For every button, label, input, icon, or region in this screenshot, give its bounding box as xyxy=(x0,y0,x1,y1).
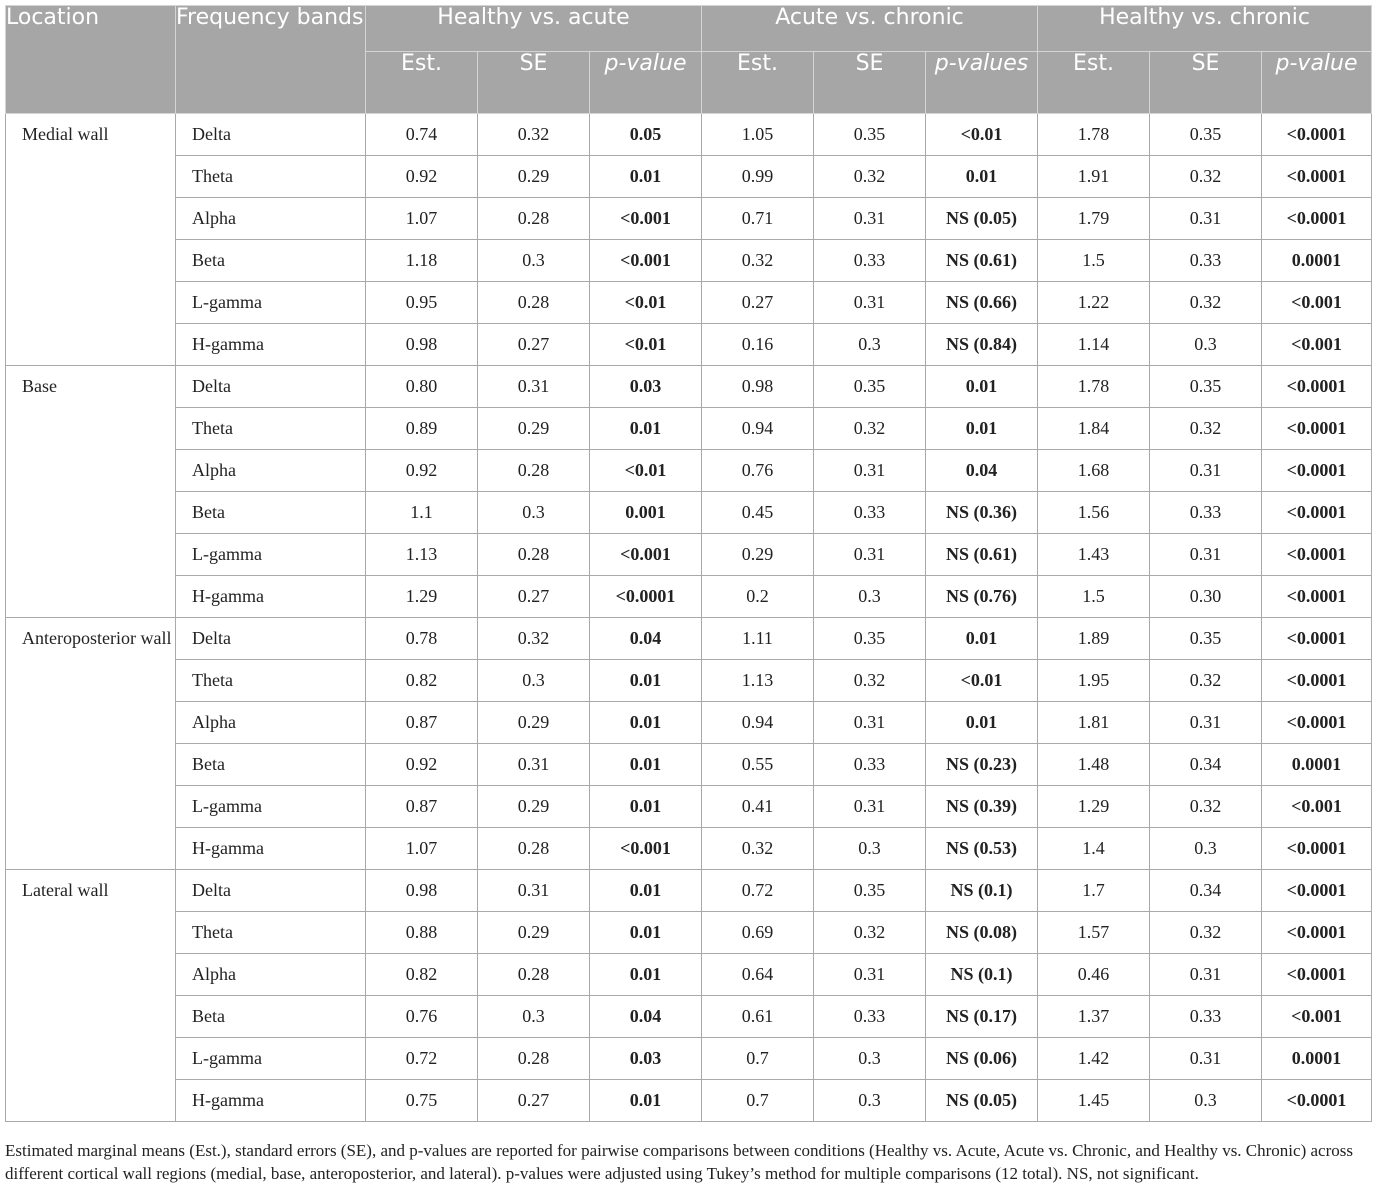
se-header: SE xyxy=(1150,52,1262,114)
band-cell: Theta xyxy=(176,660,366,702)
estimate-cell: 0.7 xyxy=(702,1038,814,1080)
estimate-cell: 1.89 xyxy=(1038,618,1150,660)
estimate-cell: 0.27 xyxy=(702,282,814,324)
table-row xyxy=(6,450,1372,492)
p-value-cell: <0.0001 xyxy=(1262,450,1372,492)
location-cell: Lateral wall xyxy=(6,870,176,1122)
se-cell: 0.32 xyxy=(1150,660,1262,702)
estimate-cell: 1.05 xyxy=(702,114,814,156)
p-value-cell: 0.04 xyxy=(590,996,702,1038)
se-cell: 0.3 xyxy=(814,324,926,366)
estimate-cell: 1.22 xyxy=(1038,282,1150,324)
table-row xyxy=(6,618,1372,660)
results-table xyxy=(5,5,1372,1122)
se-cell: 0.29 xyxy=(478,912,590,954)
p-value-cell: <0.0001 xyxy=(1262,912,1372,954)
group-header-healthy-vs-acute: Healthy vs. acute xyxy=(366,6,702,52)
se-cell: 0.31 xyxy=(814,534,926,576)
se-cell: 0.35 xyxy=(1150,366,1262,408)
estimate-cell: 0.16 xyxy=(702,324,814,366)
p-value-cell: <0.001 xyxy=(590,534,702,576)
se-cell: 0.31 xyxy=(1150,198,1262,240)
se-cell: 0.32 xyxy=(478,114,590,156)
se-cell: 0.32 xyxy=(814,156,926,198)
table-row xyxy=(6,282,1372,324)
se-cell: 0.32 xyxy=(1150,282,1262,324)
p-value-cell: <0.001 xyxy=(1262,324,1372,366)
p-value-cell: NS (0.39) xyxy=(926,786,1038,828)
location-cell: Medial wall xyxy=(6,114,176,366)
p-value-cell: <0.0001 xyxy=(1262,366,1372,408)
estimate-cell: 0.2 xyxy=(702,576,814,618)
se-cell: 0.31 xyxy=(814,282,926,324)
estimate-cell: 1.4 xyxy=(1038,828,1150,870)
band-cell: Beta xyxy=(176,240,366,282)
estimate-cell: 0.80 xyxy=(366,366,478,408)
se-cell: 0.33 xyxy=(1150,996,1262,1038)
p-value-cell: NS (0.1) xyxy=(926,954,1038,996)
se-cell: 0.35 xyxy=(814,618,926,660)
se-cell: 0.28 xyxy=(478,954,590,996)
estimate-cell: 0.74 xyxy=(366,114,478,156)
band-cell: Delta xyxy=(176,366,366,408)
estimate-cell: 0.98 xyxy=(366,870,478,912)
estimate-cell: 0.55 xyxy=(702,744,814,786)
band-cell: Theta xyxy=(176,408,366,450)
table-row xyxy=(6,156,1372,198)
se-cell: 0.3 xyxy=(1150,324,1262,366)
band-cell: Beta xyxy=(176,744,366,786)
se-cell: 0.32 xyxy=(478,618,590,660)
p-value-cell: <0.01 xyxy=(590,450,702,492)
estimate-cell: 1.13 xyxy=(702,660,814,702)
est-header: Est. xyxy=(366,52,478,114)
p-value-cell: <0.01 xyxy=(926,660,1038,702)
band-cell: Delta xyxy=(176,618,366,660)
p-value-cell: NS (0.05) xyxy=(926,198,1038,240)
p-value-cell: 0.01 xyxy=(926,156,1038,198)
se-header: SE xyxy=(814,52,926,114)
estimate-cell: 1.7 xyxy=(1038,870,1150,912)
estimate-cell: 0.98 xyxy=(702,366,814,408)
table-row xyxy=(6,660,1372,702)
band-cell: Theta xyxy=(176,912,366,954)
se-cell: 0.34 xyxy=(1150,870,1262,912)
band-cell: Theta xyxy=(176,156,366,198)
p-value-cell: NS (0.61) xyxy=(926,240,1038,282)
p-value-cell: <0.001 xyxy=(590,198,702,240)
p-value-cell: NS (0.76) xyxy=(926,576,1038,618)
p-value-cell: <0.001 xyxy=(1262,996,1372,1038)
p-value-cell: 0.04 xyxy=(926,450,1038,492)
estimate-cell: 0.7 xyxy=(702,1080,814,1122)
estimate-cell: 0.89 xyxy=(366,408,478,450)
se-cell: 0.32 xyxy=(1150,912,1262,954)
se-cell: 0.35 xyxy=(814,366,926,408)
p-value-header: p-value xyxy=(590,52,702,114)
estimate-cell: 1.37 xyxy=(1038,996,1150,1038)
estimate-cell: 0.69 xyxy=(702,912,814,954)
p-value-cell: <0.0001 xyxy=(1262,618,1372,660)
table-row xyxy=(6,324,1372,366)
p-value-cell: 0.0001 xyxy=(1262,744,1372,786)
p-value-cell: <0.01 xyxy=(590,324,702,366)
se-cell: 0.27 xyxy=(478,576,590,618)
se-cell: 0.27 xyxy=(478,1080,590,1122)
estimate-cell: 1.57 xyxy=(1038,912,1150,954)
estimate-cell: 0.94 xyxy=(702,408,814,450)
band-cell: L-gamma xyxy=(176,786,366,828)
p-value-header: p-value xyxy=(1262,52,1372,114)
estimate-cell: 0.92 xyxy=(366,744,478,786)
p-value-cell: NS (0.23) xyxy=(926,744,1038,786)
p-value-cell: <0.0001 xyxy=(1262,156,1372,198)
estimate-cell: 1.18 xyxy=(366,240,478,282)
estimate-cell: 1.14 xyxy=(1038,324,1150,366)
table-row xyxy=(6,786,1372,828)
se-cell: 0.33 xyxy=(814,492,926,534)
se-cell: 0.31 xyxy=(814,702,926,744)
estimate-cell: 1.91 xyxy=(1038,156,1150,198)
p-value-cell: NS (0.61) xyxy=(926,534,1038,576)
se-cell: 0.32 xyxy=(1150,408,1262,450)
estimate-cell: 0.72 xyxy=(366,1038,478,1080)
se-cell: 0.27 xyxy=(478,324,590,366)
table-row xyxy=(6,240,1372,282)
se-cell: 0.33 xyxy=(1150,492,1262,534)
se-cell: 0.31 xyxy=(814,198,926,240)
se-cell: 0.28 xyxy=(478,450,590,492)
se-cell: 0.31 xyxy=(814,450,926,492)
se-cell: 0.30 xyxy=(1150,576,1262,618)
band-cell: Alpha xyxy=(176,702,366,744)
p-value-cell: 0.0001 xyxy=(1262,240,1372,282)
p-value-cell: 0.001 xyxy=(590,492,702,534)
estimate-cell: 1.11 xyxy=(702,618,814,660)
estimate-cell: 1.78 xyxy=(1038,114,1150,156)
band-cell: Delta xyxy=(176,114,366,156)
se-cell: 0.3 xyxy=(478,492,590,534)
estimate-cell: 0.64 xyxy=(702,954,814,996)
estimate-cell: 0.78 xyxy=(366,618,478,660)
se-cell: 0.31 xyxy=(814,786,926,828)
band-cell: Alpha xyxy=(176,954,366,996)
p-value-header: p-values xyxy=(926,52,1038,114)
estimate-cell: 0.71 xyxy=(702,198,814,240)
p-value-cell: 0.01 xyxy=(926,702,1038,744)
band-cell: H-gamma xyxy=(176,828,366,870)
estimate-cell: 1.48 xyxy=(1038,744,1150,786)
se-cell: 0.28 xyxy=(478,1038,590,1080)
table-row xyxy=(6,1038,1372,1080)
p-value-cell: <0.001 xyxy=(1262,282,1372,324)
se-cell: 0.31 xyxy=(478,744,590,786)
se-cell: 0.3 xyxy=(814,828,926,870)
band-cell: Beta xyxy=(176,996,366,1038)
estimate-cell: 1.29 xyxy=(366,576,478,618)
table-footnote: Estimated marginal means (Est.), standard errors (SE), and p-values are reported for pairwise comparisons between conditions (Healthy vs. Acute, Acute vs. Chronic, and Healthy vs. Chronic) across different cortical wall regions (medial, base, anteroposterior, and lateral). p-values were adjusted using Tukey’s method for multiple comparisons (12 total). NS, not significant. xyxy=(5,1141,1353,1183)
table-row xyxy=(6,912,1372,954)
se-cell: 0.31 xyxy=(478,870,590,912)
se-cell: 0.31 xyxy=(1150,702,1262,744)
estimate-cell: 0.94 xyxy=(702,702,814,744)
estimate-cell: 0.76 xyxy=(702,450,814,492)
estimate-cell: 1.1 xyxy=(366,492,478,534)
table-row xyxy=(6,366,1372,408)
se-cell: 0.29 xyxy=(478,702,590,744)
band-cell: H-gamma xyxy=(176,324,366,366)
table-row xyxy=(6,702,1372,744)
se-cell: 0.31 xyxy=(1150,954,1262,996)
p-value-cell: 0.01 xyxy=(590,912,702,954)
se-cell: 0.3 xyxy=(1150,1080,1262,1122)
estimate-cell: 0.45 xyxy=(702,492,814,534)
group-header-healthy-vs-chronic: Healthy vs. chronic xyxy=(1038,6,1372,52)
p-value-cell: NS (0.53) xyxy=(926,828,1038,870)
p-value-cell: 0.01 xyxy=(926,408,1038,450)
p-value-cell: <0.0001 xyxy=(1262,870,1372,912)
se-cell: 0.35 xyxy=(1150,114,1262,156)
se-cell: 0.3 xyxy=(1150,828,1262,870)
estimate-cell: 0.32 xyxy=(702,240,814,282)
se-cell: 0.29 xyxy=(478,786,590,828)
estimate-cell: 0.98 xyxy=(366,324,478,366)
p-value-cell: 0.04 xyxy=(590,618,702,660)
se-cell: 0.31 xyxy=(1150,534,1262,576)
estimate-cell: 1.07 xyxy=(366,828,478,870)
estimate-cell: 1.84 xyxy=(1038,408,1150,450)
table-row xyxy=(6,744,1372,786)
estimate-cell: 1.5 xyxy=(1038,576,1150,618)
p-value-cell: <0.0001 xyxy=(1262,702,1372,744)
estimate-cell: 0.82 xyxy=(366,660,478,702)
table-row xyxy=(6,492,1372,534)
se-cell: 0.29 xyxy=(478,408,590,450)
table-row xyxy=(6,576,1372,618)
se-header: SE xyxy=(478,52,590,114)
estimate-cell: 0.82 xyxy=(366,954,478,996)
p-value-cell: 0.01 xyxy=(590,870,702,912)
p-value-cell: <0.0001 xyxy=(590,576,702,618)
p-value-cell: <0.0001 xyxy=(1262,492,1372,534)
se-cell: 0.3 xyxy=(814,1038,926,1080)
estimate-cell: 0.46 xyxy=(1038,954,1150,996)
table-row xyxy=(6,996,1372,1038)
p-value-cell: 0.01 xyxy=(590,954,702,996)
se-cell: 0.31 xyxy=(1150,1038,1262,1080)
table-header xyxy=(6,6,1372,114)
band-cell: H-gamma xyxy=(176,576,366,618)
table-row xyxy=(6,1080,1372,1122)
p-value-cell: <0.01 xyxy=(926,114,1038,156)
p-value-cell: <0.001 xyxy=(1262,786,1372,828)
estimate-cell: 1.81 xyxy=(1038,702,1150,744)
se-cell: 0.28 xyxy=(478,534,590,576)
se-cell: 0.33 xyxy=(814,996,926,1038)
p-value-cell: NS (0.17) xyxy=(926,996,1038,1038)
se-cell: 0.3 xyxy=(478,660,590,702)
estimate-cell: 0.32 xyxy=(702,828,814,870)
se-cell: 0.3 xyxy=(478,996,590,1038)
se-cell: 0.3 xyxy=(814,1080,926,1122)
se-cell: 0.34 xyxy=(1150,744,1262,786)
p-value-cell: 0.01 xyxy=(590,156,702,198)
p-value-cell: <0.0001 xyxy=(1262,828,1372,870)
estimate-cell: 0.92 xyxy=(366,450,478,492)
band-cell: L-gamma xyxy=(176,1038,366,1080)
p-value-cell: 0.01 xyxy=(590,744,702,786)
estimate-cell: 1.13 xyxy=(366,534,478,576)
estimate-cell: 0.88 xyxy=(366,912,478,954)
table-body xyxy=(6,114,1372,1122)
p-value-cell: NS (0.06) xyxy=(926,1038,1038,1080)
se-cell: 0.32 xyxy=(1150,786,1262,828)
band-cell: Beta xyxy=(176,492,366,534)
se-cell: 0.35 xyxy=(814,114,926,156)
estimate-cell: 0.29 xyxy=(702,534,814,576)
p-value-cell: NS (0.1) xyxy=(926,870,1038,912)
estimate-cell: 0.99 xyxy=(702,156,814,198)
p-value-cell: 0.01 xyxy=(590,660,702,702)
estimate-cell: 1.07 xyxy=(366,198,478,240)
se-cell: 0.35 xyxy=(1150,618,1262,660)
p-value-cell: <0.0001 xyxy=(1262,576,1372,618)
se-cell: 0.3 xyxy=(478,240,590,282)
p-value-cell: 0.01 xyxy=(590,702,702,744)
p-value-cell: 0.03 xyxy=(590,1038,702,1080)
frequency-bands-header: Frequency bands xyxy=(176,6,366,114)
p-value-cell: <0.0001 xyxy=(1262,114,1372,156)
se-cell: 0.33 xyxy=(814,744,926,786)
p-value-cell: <0.0001 xyxy=(1262,1080,1372,1122)
group-header-acute-vs-chronic: Acute vs. chronic xyxy=(702,6,1038,52)
estimate-cell: 1.78 xyxy=(1038,366,1150,408)
est-header: Est. xyxy=(702,52,814,114)
location-cell: Base xyxy=(6,366,176,618)
table-row xyxy=(6,198,1372,240)
p-value-cell: 0.0001 xyxy=(1262,1038,1372,1080)
estimate-cell: 1.43 xyxy=(1038,534,1150,576)
estimate-cell: 0.76 xyxy=(366,996,478,1038)
p-value-cell: 0.05 xyxy=(590,114,702,156)
estimate-cell: 0.95 xyxy=(366,282,478,324)
se-cell: 0.31 xyxy=(1150,450,1262,492)
p-value-cell: NS (0.05) xyxy=(926,1080,1038,1122)
p-value-cell: <0.0001 xyxy=(1262,660,1372,702)
se-cell: 0.31 xyxy=(478,366,590,408)
p-value-cell: <0.001 xyxy=(590,240,702,282)
table-row xyxy=(6,828,1372,870)
p-value-cell: <0.001 xyxy=(590,828,702,870)
p-value-cell: <0.0001 xyxy=(1262,198,1372,240)
se-cell: 0.28 xyxy=(478,198,590,240)
se-cell: 0.33 xyxy=(814,240,926,282)
band-cell: Alpha xyxy=(176,198,366,240)
estimate-cell: 0.75 xyxy=(366,1080,478,1122)
p-value-cell: NS (0.84) xyxy=(926,324,1038,366)
estimate-cell: 1.29 xyxy=(1038,786,1150,828)
p-value-cell: 0.01 xyxy=(590,1080,702,1122)
se-cell: 0.32 xyxy=(1150,156,1262,198)
estimate-cell: 0.92 xyxy=(366,156,478,198)
p-value-cell: <0.0001 xyxy=(1262,408,1372,450)
se-cell: 0.29 xyxy=(478,156,590,198)
se-cell: 0.32 xyxy=(814,912,926,954)
p-value-cell: NS (0.08) xyxy=(926,912,1038,954)
estimate-cell: 0.87 xyxy=(366,786,478,828)
estimate-cell: 1.68 xyxy=(1038,450,1150,492)
p-value-cell: 0.01 xyxy=(926,618,1038,660)
table-row xyxy=(6,870,1372,912)
table-row xyxy=(6,954,1372,996)
estimate-cell: 1.95 xyxy=(1038,660,1150,702)
table-row xyxy=(6,534,1372,576)
p-value-cell: NS (0.66) xyxy=(926,282,1038,324)
estimate-cell: 0.61 xyxy=(702,996,814,1038)
estimate-cell: 1.45 xyxy=(1038,1080,1150,1122)
location-cell: Anteroposterior wall xyxy=(6,618,176,870)
band-cell: L-gamma xyxy=(176,282,366,324)
p-value-cell: <0.0001 xyxy=(1262,534,1372,576)
estimate-cell: 0.41 xyxy=(702,786,814,828)
table-row xyxy=(6,408,1372,450)
estimate-cell: 0.72 xyxy=(702,870,814,912)
se-cell: 0.35 xyxy=(814,870,926,912)
band-cell: L-gamma xyxy=(176,534,366,576)
se-cell: 0.32 xyxy=(814,660,926,702)
estimate-cell: 1.56 xyxy=(1038,492,1150,534)
table-row xyxy=(6,114,1372,156)
estimate-cell: 1.5 xyxy=(1038,240,1150,282)
band-cell: Alpha xyxy=(176,450,366,492)
band-cell: Delta xyxy=(176,870,366,912)
band-cell: H-gamma xyxy=(176,1080,366,1122)
estimate-cell: 1.79 xyxy=(1038,198,1150,240)
p-value-cell: 0.01 xyxy=(590,786,702,828)
se-cell: 0.28 xyxy=(478,282,590,324)
se-cell: 0.33 xyxy=(1150,240,1262,282)
location-header: Location xyxy=(6,6,176,114)
p-value-cell: 0.01 xyxy=(590,408,702,450)
se-cell: 0.3 xyxy=(814,576,926,618)
p-value-cell: <0.01 xyxy=(590,282,702,324)
se-cell: 0.32 xyxy=(814,408,926,450)
estimate-cell: 0.87 xyxy=(366,702,478,744)
est-header: Est. xyxy=(1038,52,1150,114)
se-cell: 0.31 xyxy=(814,954,926,996)
p-value-cell: NS (0.36) xyxy=(926,492,1038,534)
p-value-cell: 0.03 xyxy=(590,366,702,408)
p-value-cell: <0.0001 xyxy=(1262,954,1372,996)
p-value-cell: 0.01 xyxy=(926,366,1038,408)
estimate-cell: 1.42 xyxy=(1038,1038,1150,1080)
se-cell: 0.28 xyxy=(478,828,590,870)
